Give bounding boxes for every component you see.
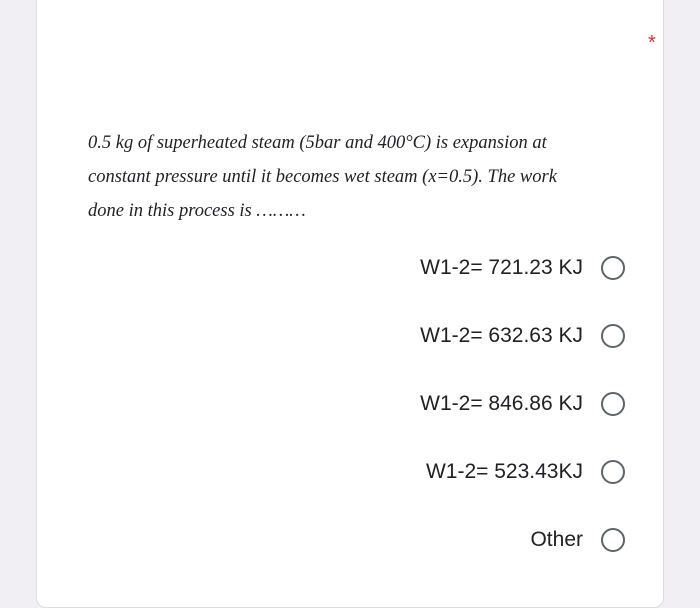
option-2-radio[interactable] [601, 324, 625, 348]
option-4-label: W1-2= 523.43KJ [425, 460, 583, 483]
option-1[interactable] [280, 250, 625, 286]
question-line-2: constant pressure until it becomes wet steam (x=0.5). The work [88, 167, 557, 187]
option-3-label: W1-2= 846.86 KJ [420, 392, 583, 415]
option-2[interactable] [280, 318, 625, 354]
option-other-label: Other [530, 528, 583, 551]
question-line-1: 0.5 kg of superheated steam (5bar and 400°C) is expansion at [88, 133, 547, 153]
option-1-radio[interactable] [601, 256, 625, 280]
option-other-radio[interactable] [601, 528, 625, 552]
option-1-label: W1-2= 721.23 KJ [420, 256, 583, 279]
option-4-radio[interactable] [601, 460, 625, 484]
required-asterisk: * [648, 32, 656, 54]
option-3[interactable] [280, 386, 625, 422]
answer-options [280, 250, 625, 590]
option-3-radio[interactable] [601, 392, 625, 416]
question-line-3: done in this process is ……… [88, 201, 306, 221]
option-4[interactable] [280, 454, 625, 490]
option-other[interactable] [280, 522, 625, 558]
option-2-label: W1-2= 632.63 KJ [420, 324, 583, 347]
question-text [88, 126, 618, 228]
